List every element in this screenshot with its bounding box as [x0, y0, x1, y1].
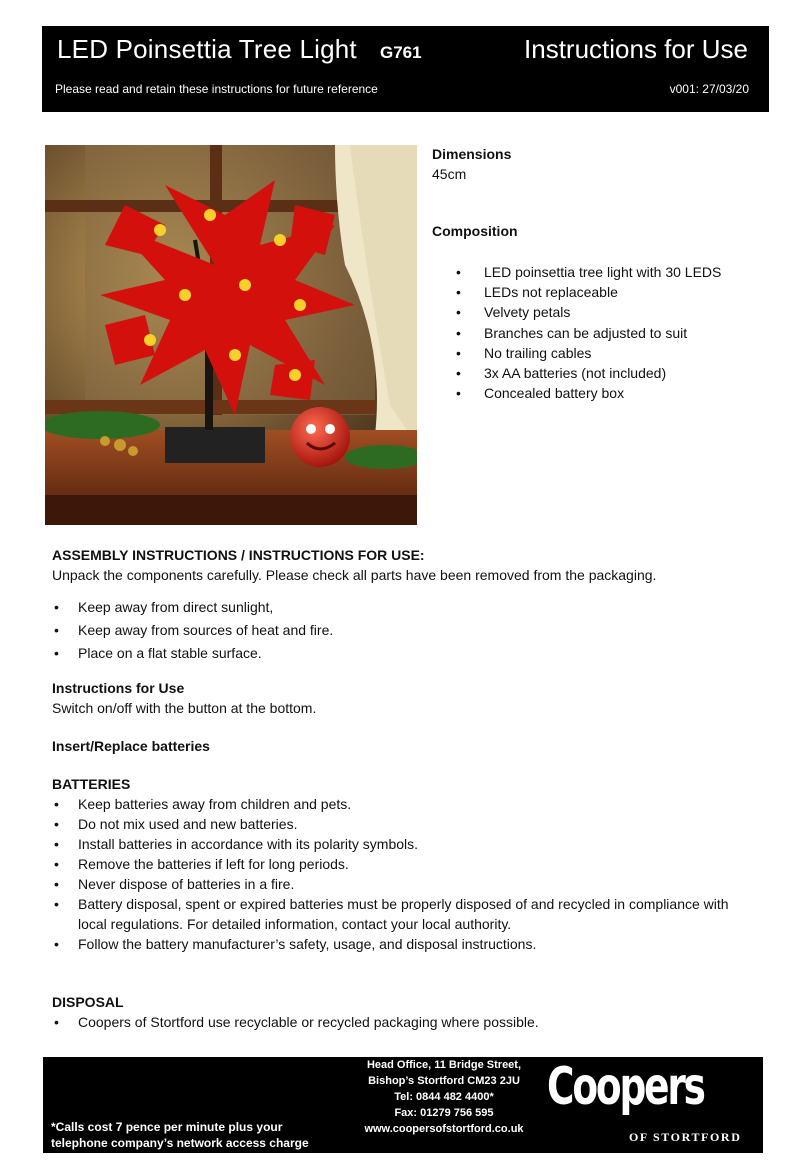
list-item: • 3x AA batteries (not included)	[432, 363, 721, 383]
footer-bar	[43, 1057, 763, 1153]
instructions-body	[52, 545, 752, 1032]
batteries-list	[52, 794, 752, 954]
replace-heading: Insert/Replace batteries	[52, 738, 210, 754]
address-line: Bishop’s Stortford CM23 2JU	[368, 1075, 520, 1087]
assembly-list	[52, 596, 752, 665]
call-cost-note	[51, 1119, 309, 1151]
header-bar	[42, 26, 769, 112]
list-item: • Battery disposal, spent or expired batteries must be properly disposed of and recycled in compliance with local regulations. For detailed information, contact your local authority.	[52, 894, 752, 934]
document-title: LED Poinsettia Tree Light	[57, 34, 357, 64]
dimensions-value: 45cm	[432, 166, 467, 182]
list-item: • Coopers of Stortford use recyclable or recycled packaging where possible.	[52, 1012, 752, 1032]
version-label: v001: 27/03/20	[669, 82, 749, 96]
list-item: • Velvety petals	[432, 302, 721, 322]
list-item: • Install batteries in accordance with its polarity symbols.	[52, 834, 752, 854]
coopers-logo-subtitle: OF STORTFORD	[629, 1130, 742, 1144]
disposal-list	[52, 1012, 752, 1032]
fax-number: Fax: 01279 756 595	[394, 1107, 494, 1119]
assembly-heading: ASSEMBLY INSTRUCTIONS / INSTRUCTIONS FOR USE:	[52, 547, 425, 563]
list-item: • Keep away from sources of heat and fire.	[52, 619, 752, 642]
specs-panel	[432, 146, 772, 402]
list-item: • Place on a flat stable surface.	[52, 642, 752, 665]
product-photo	[45, 145, 417, 525]
assembly-intro: Unpack the components carefully. Please check all parts have been removed from the packaging.	[52, 567, 657, 583]
list-item: • Do not mix used and new batteries.	[52, 814, 752, 834]
phone-number: Tel: 0844 482 4400*	[394, 1091, 494, 1103]
batteries-heading: BATTERIES	[52, 776, 131, 792]
list-item: • Keep away from direct sunlight,	[52, 596, 752, 619]
list-item: • No trailing cables	[432, 343, 721, 363]
dimensions-label: Dimensions	[432, 146, 512, 162]
note-line: telephone company’s network access charge	[51, 1136, 309, 1150]
address-line: Head Office, 11 Bridge Street,	[366, 1059, 522, 1071]
list-item: • Branches can be adjusted to suit	[432, 323, 721, 343]
header-subtitle: Please read and retain these instructions for future reference	[55, 82, 378, 96]
composition-list	[432, 262, 721, 403]
usage-text: Switch on/off with the button at the bottom.	[52, 700, 317, 716]
note-line: *Calls cost 7 pence per minute plus your	[51, 1120, 283, 1134]
product-code: G761	[380, 43, 422, 62]
list-item: • Concealed battery box	[432, 383, 721, 403]
list-item: • LEDs not replaceable	[432, 282, 721, 302]
composition-label: Composition	[432, 223, 518, 239]
list-item: • Remove the batteries if left for long periods.	[52, 854, 752, 874]
list-item: • Follow the battery manufacturer’s safety, usage, and disposal instructions.	[52, 934, 752, 954]
website-link[interactable]: www.coopersofstortford.co.uk	[364, 1123, 524, 1135]
instructions-title: Instructions for Use	[524, 34, 748, 64]
usage-heading: Instructions for Use	[52, 680, 185, 696]
disposal-heading: DISPOSAL	[52, 994, 124, 1010]
list-item: • Keep batteries away from children and pets.	[52, 794, 752, 814]
head-office-address	[359, 1057, 529, 1137]
list-item: • Never dispose of batteries in a fire.	[52, 874, 752, 894]
list-item: • LED poinsettia tree light with 30 LEDS	[432, 262, 721, 282]
coopers-logo: Coopers	[547, 1057, 704, 1117]
